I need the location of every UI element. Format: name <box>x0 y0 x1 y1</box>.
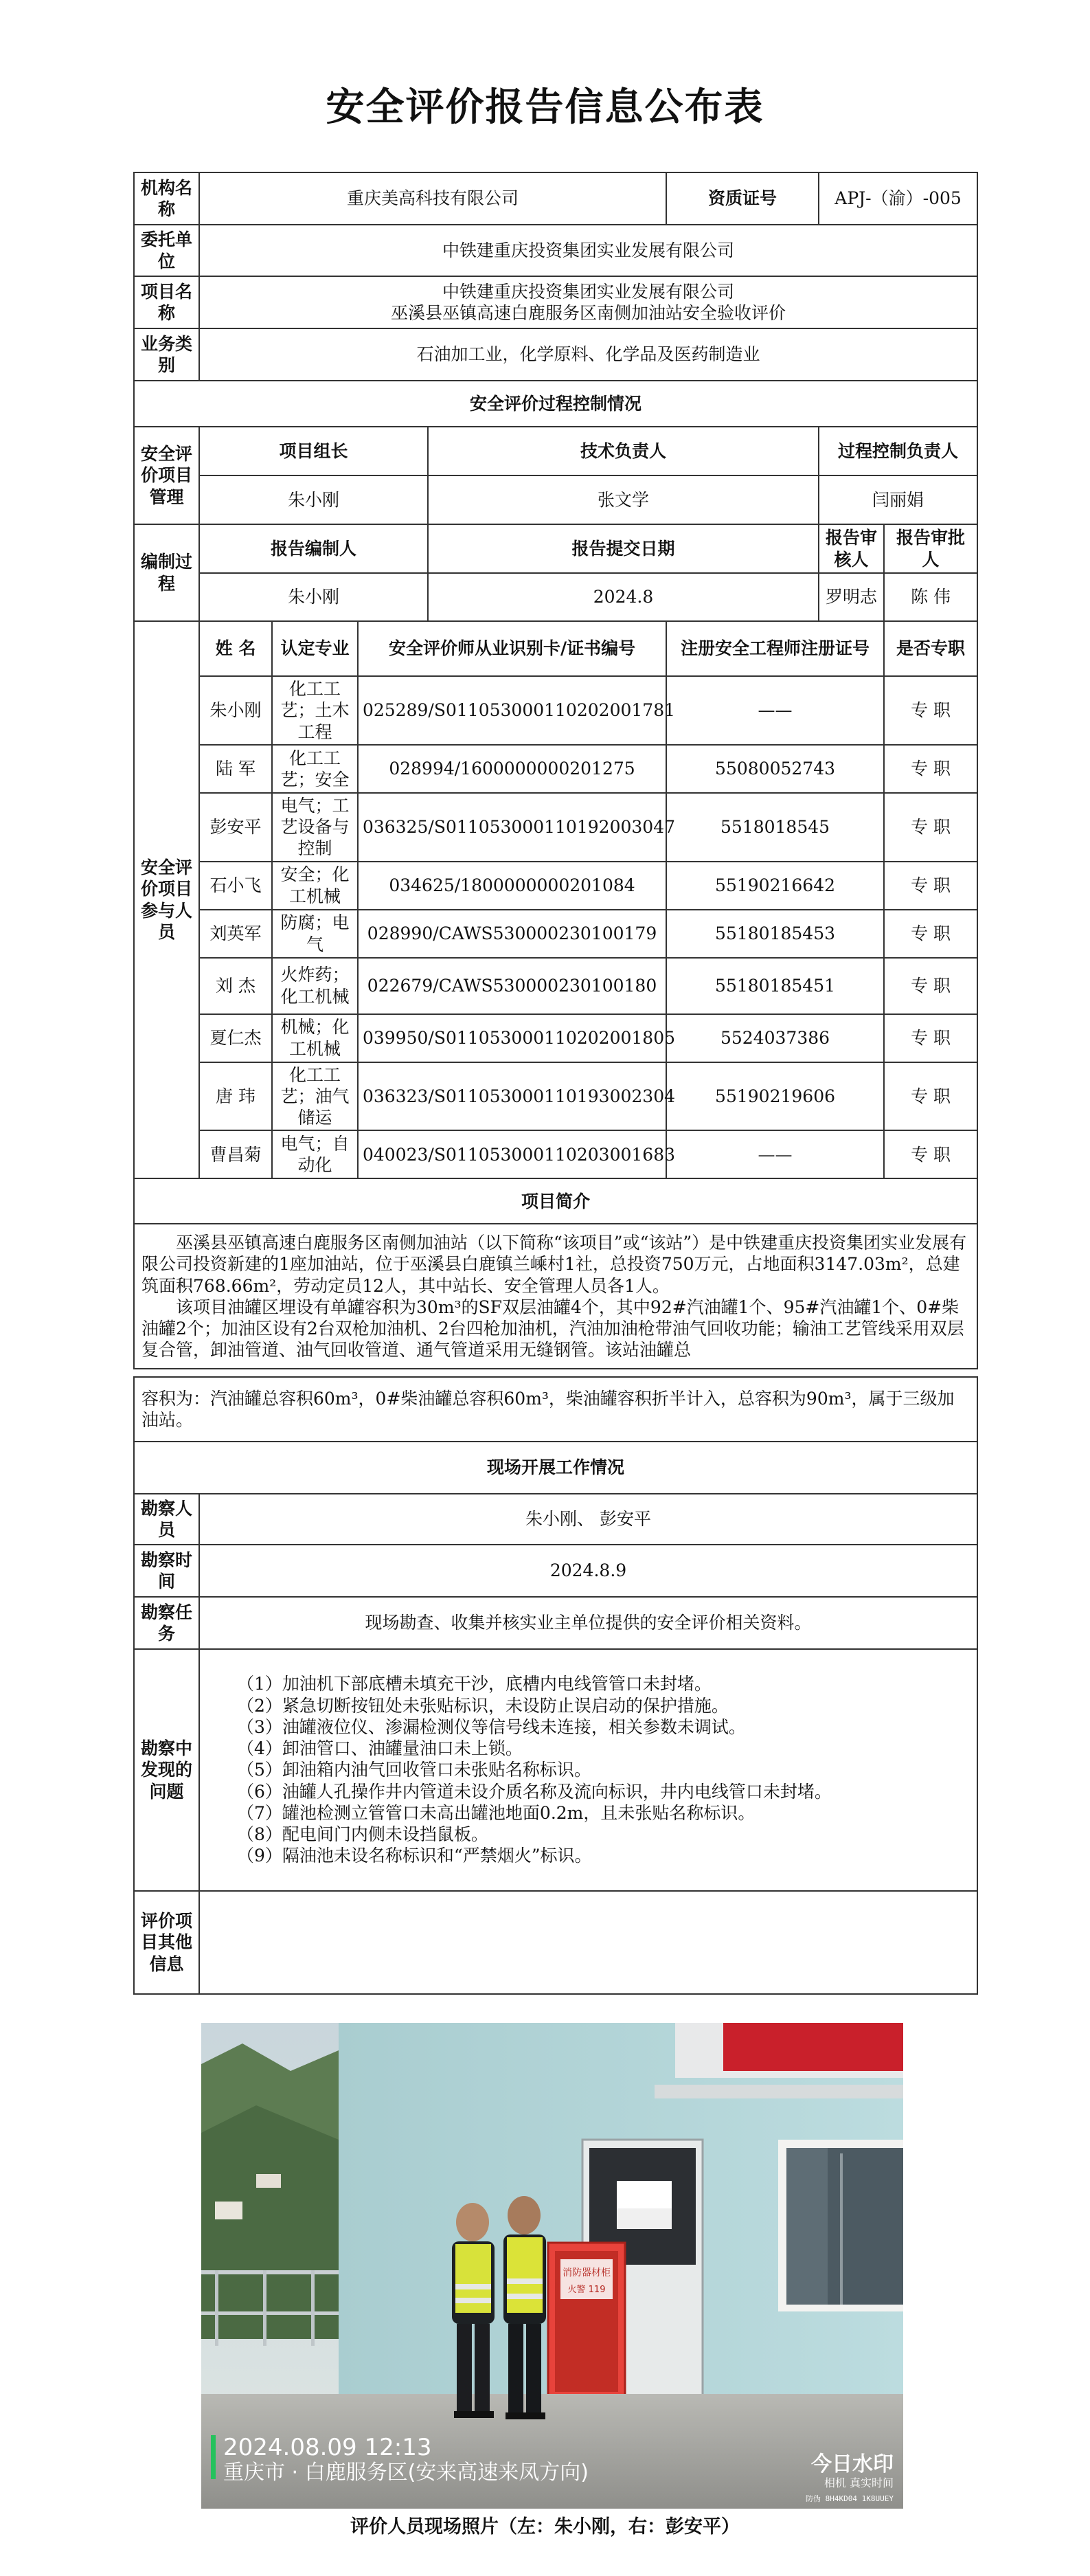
staff-name: 夏仁杰 <box>199 1014 272 1062</box>
location-stamp: 重庆市 · 白鹿服务区(安来高速来凤方向) <box>223 2461 589 2485</box>
staff-full: 专 职 <box>884 958 977 1014</box>
project-value <box>199 276 977 328</box>
date-value: 2024.8 <box>428 573 819 621</box>
org-label: 机构名称 <box>134 172 199 225</box>
intro-paragraph: 该项目油罐区埋设有单罐容积为30m³的SF双层油罐4个，其中92#汽油罐1个、95#汽油罐1个、0#柴油罐2个；加油区设有2台双枪加油机、2台四枪加油机，汽油加油枪带油气回收功能；输油工艺管线采用双层复合管，卸油管道、油气回收管道、通气管道采用无缝钢管。该站油罐总 <box>141 1297 964 1360</box>
ctrl-value: 闫丽娟 <box>819 475 977 524</box>
staff-major: 化工工艺；安全 <box>272 745 358 793</box>
staff-header-name: 姓 名 <box>199 621 272 676</box>
staff-reg: 5518018545 <box>666 793 884 862</box>
staff-card: 025289/S011053000110202001781 <box>358 676 666 745</box>
staff-full: 专 职 <box>884 1130 977 1178</box>
staff-header-reg: 注册安全工程师注册证号 <box>666 621 884 676</box>
survey-table <box>133 1376 978 1995</box>
business-value: 石油加工业，化学原料、化学品及医药制造业 <box>199 328 977 381</box>
staff-card: 036323/S011053000110193002304 <box>358 1062 666 1131</box>
table-row <box>134 958 977 1014</box>
intro-body <box>134 1224 977 1369</box>
survey-time-label: 勘察时间 <box>134 1545 199 1597</box>
client-value: 中铁建重庆投资集团实业发展有限公司 <box>199 225 977 276</box>
survey-issues-label: 勘察中发现的问题 <box>134 1649 199 1891</box>
site-photo-illustration <box>201 2023 903 2509</box>
staff-name: 曹昌菊 <box>199 1130 272 1178</box>
list-item: （9）隔油池未设名称标识和“严禁烟火”标识。 <box>237 1846 592 1866</box>
approver-header: 报告审批人 <box>884 524 977 573</box>
survey-other-label: 评价项目其他信息 <box>134 1891 199 1994</box>
staff-name: 朱小刚 <box>199 676 272 745</box>
project-value-line1: 中铁建重庆投资集团实业发展有限公司 <box>442 281 735 302</box>
approver-value: 陈 伟 <box>884 573 977 621</box>
staff-name: 唐 玮 <box>199 1062 272 1131</box>
watermark-sub: 相机 真实时间 <box>824 2476 894 2489</box>
photo-caption: 评价人员现场照片（左：朱小刚，右：彭安平） <box>350 2516 740 2538</box>
timestamp: 2024.08.09 12:13 <box>223 2434 432 2461</box>
staff-card: 039950/S011053000110202001805 <box>358 1014 666 1062</box>
staff-header-card: 安全评价师从业识别卡/证书编号 <box>358 621 666 676</box>
tech-header: 技术负责人 <box>428 427 819 475</box>
project-value-line2: 巫溪县巫镇高速白鹿服务区南侧加油站安全验收评价 <box>391 303 786 323</box>
intro-continued: 容积为：汽油罐总容积60m³，0#柴油罐总容积60m³，柴油罐容积折半计入，总容积为90m³，属于三级加油站。 <box>134 1377 977 1442</box>
staff-major: 防腐；电气 <box>272 910 358 958</box>
staff-reg: 55190216642 <box>666 862 884 910</box>
ctrl-header: 过程控制负责人 <box>819 427 977 475</box>
staff-reg: 55080052743 <box>666 745 884 793</box>
org-value: 重庆美高科技有限公司 <box>199 172 666 225</box>
writer-header: 报告编制人 <box>199 524 428 573</box>
door-sign-phone: 火警 119 <box>567 2285 606 2295</box>
staff-full: 专 职 <box>884 745 977 793</box>
staff-major: 火炸药；化工机械 <box>272 958 358 1014</box>
staff-reg: —— <box>666 1130 884 1178</box>
survey-people-label: 勘察人员 <box>134 1494 199 1545</box>
project-label: 项目名称 <box>134 276 199 328</box>
client-label: 委托单位 <box>134 225 199 276</box>
info-table <box>133 172 978 1369</box>
staff-full: 专 职 <box>884 1014 977 1062</box>
survey-other-value <box>199 1891 977 1994</box>
list-item: （2）紧急切断按钮处未张贴标识，未设防止误启动的保护措施。 <box>237 1695 729 1716</box>
staff-reg: 55190219606 <box>666 1062 884 1131</box>
survey-people-value: 朱小刚、 彭安平 <box>199 1494 977 1545</box>
business-label: 业务类别 <box>134 328 199 381</box>
staff-card: 034625/1800000000201084 <box>358 862 666 910</box>
list-item: （6）油罐人孔操作井内管道未设介质名称及流向标识，井内电线管口未封堵。 <box>237 1781 832 1802</box>
staff-major: 电气；工艺设备与控制 <box>272 793 358 862</box>
staff-card: 028994/1600000000201275 <box>358 745 666 793</box>
staff-reg: —— <box>666 676 884 745</box>
process-section-title: 安全评价过程控制情况 <box>134 381 977 427</box>
cert-value: APJ-（渝）-005 <box>819 172 977 225</box>
intro-paragraph: 巫溪县巫镇高速白鹿服务区南侧加油站（以下简称“该项目”或“该站”）是中铁建重庆投资集团实业发展有限公司投资新建的1座加油站，位于巫溪县白鹿镇兰嵊村1社，总投资750万元，占地面积3147.03m²，总建筑面积768.66m²，劳动定员12人，其中站长、安全管理人员各1人。 <box>141 1233 967 1296</box>
staff-full: 专 职 <box>884 1062 977 1131</box>
table-row <box>134 676 977 745</box>
staff-name: 石小飞 <box>199 862 272 910</box>
table-row <box>134 910 977 958</box>
staff-card: 040023/S011053000110203001683 <box>358 1130 666 1178</box>
staff-full: 专 职 <box>884 910 977 958</box>
staff-header-major: 认定专业 <box>272 621 358 676</box>
staff-card: 036325/S011053000110192003047 <box>358 793 666 862</box>
survey-issues-list <box>199 1649 977 1891</box>
table-row <box>134 1014 977 1062</box>
staff-label: 安全评价项目参与人员 <box>134 621 199 1178</box>
compile-label: 编制过程 <box>134 524 199 621</box>
table-row <box>134 1130 977 1178</box>
survey-time-value: 2024.8.9 <box>199 1545 977 1597</box>
staff-major: 电气；自动化 <box>272 1130 358 1178</box>
table-row <box>134 793 977 862</box>
staff-full: 专 职 <box>884 862 977 910</box>
survey-title: 现场开展工作情况 <box>134 1442 977 1494</box>
mgmt-label: 安全评价项目管理 <box>134 427 199 524</box>
staff-major: 化工工艺；土木工程 <box>272 676 358 745</box>
staff-header-full: 是否专职 <box>884 621 977 676</box>
staff-name: 彭安平 <box>199 793 272 862</box>
cert-label: 资质证号 <box>666 172 819 225</box>
table-row <box>134 862 977 910</box>
staff-major: 化工工艺；油气储运 <box>272 1062 358 1131</box>
leader-header: 项目组长 <box>199 427 428 475</box>
door-sign: 消防器材柜 <box>563 2267 611 2278</box>
leader-value: 朱小刚 <box>199 475 428 524</box>
staff-reg: 55180185451 <box>666 958 884 1014</box>
watermark-brand: 今日水印 <box>811 2452 894 2476</box>
staff-full: 专 职 <box>884 793 977 862</box>
reviewer-header: 报告审核人 <box>819 524 884 573</box>
tech-value: 张文学 <box>428 475 819 524</box>
list-item: （1）加油机下部底槽未填充干沙，底槽内电线管管口未封堵。 <box>237 1674 712 1694</box>
list-item: （5）卸油箱内油气回收管口未张贴名称标识。 <box>237 1760 591 1780</box>
survey-task-value: 现场勘查、收集并核实业主单位提供的安全评价相关资料。 <box>199 1597 977 1649</box>
list-item: （3）油罐液位仪、渗漏检测仪等信号线未连接，相关参数未调试。 <box>237 1716 746 1737</box>
staff-name: 陆 军 <box>199 745 272 793</box>
watermark-code: 防伪 8H4KD04 1K8UUEY <box>806 2494 894 2503</box>
writer-value: 朱小刚 <box>199 573 428 621</box>
staff-name: 刘英军 <box>199 910 272 958</box>
date-header: 报告提交日期 <box>428 524 819 573</box>
staff-major: 机械；化工机械 <box>272 1014 358 1062</box>
site-photo <box>201 2023 903 2509</box>
staff-name: 刘 杰 <box>199 958 272 1014</box>
staff-card: 028990/CAWS530000230100179 <box>358 910 666 958</box>
staff-major: 安全；化工机械 <box>272 862 358 910</box>
list-item: （8）配电间门内侧未设挡鼠板。 <box>237 1824 488 1845</box>
table-row <box>134 1062 977 1131</box>
table-row <box>134 745 977 793</box>
intro-title: 项目简介 <box>134 1178 977 1224</box>
staff-reg: 5524037386 <box>666 1014 884 1062</box>
list-item: （4）卸油管口、油罐量油口未上锁。 <box>237 1738 523 1759</box>
staff-card: 022679/CAWS530000230100180 <box>358 958 666 1014</box>
page-title: 安全评价报告信息公布表 <box>326 85 764 130</box>
staff-reg: 55180185453 <box>666 910 884 958</box>
reviewer-value: 罗明志 <box>819 573 884 621</box>
staff-full: 专 职 <box>884 676 977 745</box>
list-item: （7）罐池检测立管管口未高出罐池地面0.2m，且未张贴名称标识。 <box>237 1802 756 1823</box>
survey-task-label: 勘察任务 <box>134 1597 199 1649</box>
